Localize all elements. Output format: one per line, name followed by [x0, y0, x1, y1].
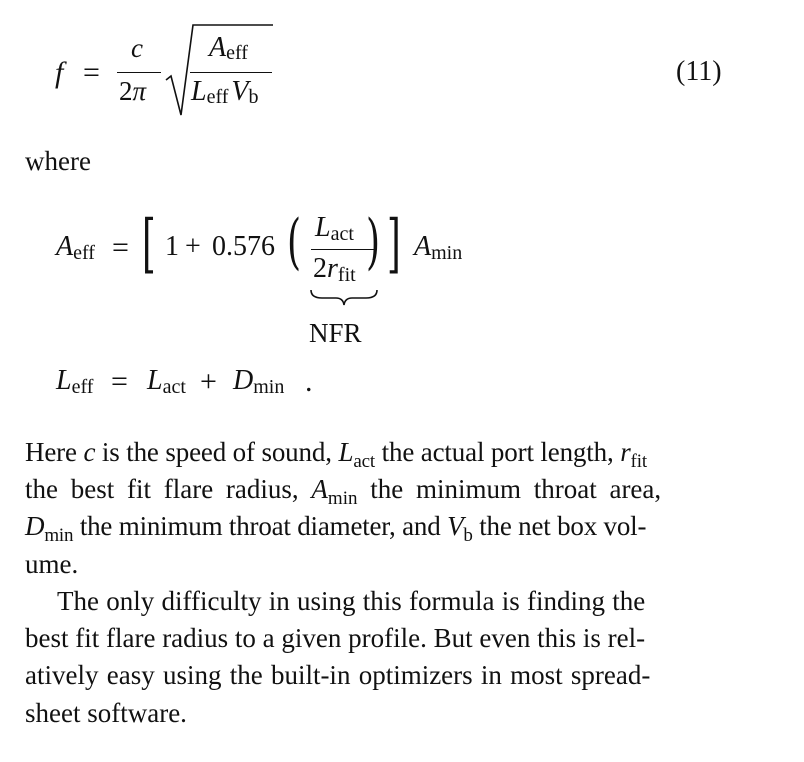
- para2-line1: The only difficulty in using this formula is finding the: [57, 586, 646, 616]
- eq11-frac-denominator: [119, 78, 146, 105]
- para1-line3: [25, 508, 646, 554]
- var-L: L: [338, 437, 354, 467]
- eq11-equals: =: [83, 56, 100, 89]
- leff-t2-var: D: [233, 365, 254, 396]
- aeff-rhs: [414, 233, 462, 263]
- sub-min: min: [327, 488, 358, 509]
- aeff-one: 1: [165, 231, 179, 262]
- para2-line2: best fit flare radius to a given profile. But even this is rel-: [25, 623, 646, 653]
- var-r: r: [620, 437, 631, 467]
- leff-lhs-sub: eff: [71, 376, 94, 398]
- para2-line3: atively easy using the built-in optimizers in most spread-: [25, 660, 651, 690]
- eq11-A: A: [209, 32, 227, 63]
- eq11-L: L: [191, 76, 207, 107]
- text: the net box vol-: [472, 511, 647, 541]
- eq11-den-two: 2: [119, 76, 133, 106]
- aeff-frac-numerator: [315, 214, 354, 244]
- var-A: A: [311, 474, 328, 504]
- text: the minimum throat area,: [357, 474, 662, 504]
- aeff-rhs-var: A: [414, 231, 432, 262]
- leff-term1: [147, 367, 186, 397]
- aeff-coefficient: 0.576: [212, 231, 275, 262]
- leff-equals: =: [111, 365, 128, 398]
- eq11-V: V: [231, 76, 249, 107]
- aeff-frac-den-sub: fit: [337, 264, 356, 286]
- aeff-rhs-sub: min: [431, 242, 463, 264]
- var-D: D: [25, 511, 45, 541]
- aeff-lhs-var: A: [56, 231, 74, 262]
- text: the best fit flare radius,: [25, 474, 312, 504]
- aeff-frac-num-var: L: [315, 212, 331, 243]
- leff-dot: .: [305, 365, 313, 398]
- aeff-lhs: [56, 233, 95, 263]
- text: Here: [25, 437, 84, 467]
- eq11-L-sub: eff: [206, 86, 229, 108]
- aeff-fraction-bar: [311, 249, 374, 250]
- para2-line4: sheet software.: [25, 698, 187, 728]
- eq11-A-sub: eff: [226, 42, 248, 64]
- leff-t1-sub: act: [162, 376, 186, 398]
- eq11-lhs: f: [55, 56, 64, 89]
- eq11-fraction-bar: [117, 72, 161, 73]
- sub-b: b: [463, 525, 473, 546]
- where-label: where: [25, 146, 91, 176]
- right-paren: ): [366, 207, 381, 277]
- eq11-frac-numerator: c: [131, 33, 143, 63]
- leff-term2: [233, 367, 284, 397]
- leff-lhs-var: L: [56, 365, 72, 396]
- aeff-frac-den-var: r: [327, 253, 338, 284]
- sub-min: min: [44, 525, 74, 546]
- para1-line4: ume.: [25, 549, 79, 579]
- eq11-root-denominator: [191, 78, 259, 107]
- eq11-root-numerator: [209, 34, 248, 63]
- leff-t2-sub: min: [253, 376, 285, 398]
- aeff-frac-den-num: 2: [313, 253, 327, 284]
- sub-act: act: [353, 451, 376, 472]
- text: the actual port length,: [375, 437, 621, 467]
- left-bracket: [: [142, 207, 156, 281]
- var-c: c: [83, 437, 96, 467]
- underbrace-icon: [308, 288, 380, 308]
- right-bracket: ]: [387, 207, 401, 281]
- aeff-frac-denominator: [313, 255, 356, 285]
- leff-t1-var: L: [147, 365, 163, 396]
- text: the minimum throat diameter, and: [73, 511, 448, 541]
- eq11-den-pi: π: [132, 76, 147, 106]
- brace-label-nfr: NFR: [309, 318, 362, 348]
- eq11-V-sub: b: [248, 86, 259, 108]
- sub-fit: fit: [630, 451, 647, 472]
- aeff-equals: =: [112, 231, 129, 264]
- var-V: V: [447, 511, 464, 541]
- aeff-lhs-sub: eff: [73, 242, 95, 264]
- aeff-plus: +: [185, 231, 201, 262]
- aeff-frac-num-sub: act: [330, 223, 354, 245]
- eq11-root-fraction-bar: [190, 72, 272, 73]
- equation-number: (11): [676, 56, 722, 87]
- leff-lhs: [56, 367, 93, 397]
- left-paren: (: [287, 207, 302, 277]
- leff-plus: +: [200, 365, 217, 398]
- text: is the speed of sound,: [95, 437, 339, 467]
